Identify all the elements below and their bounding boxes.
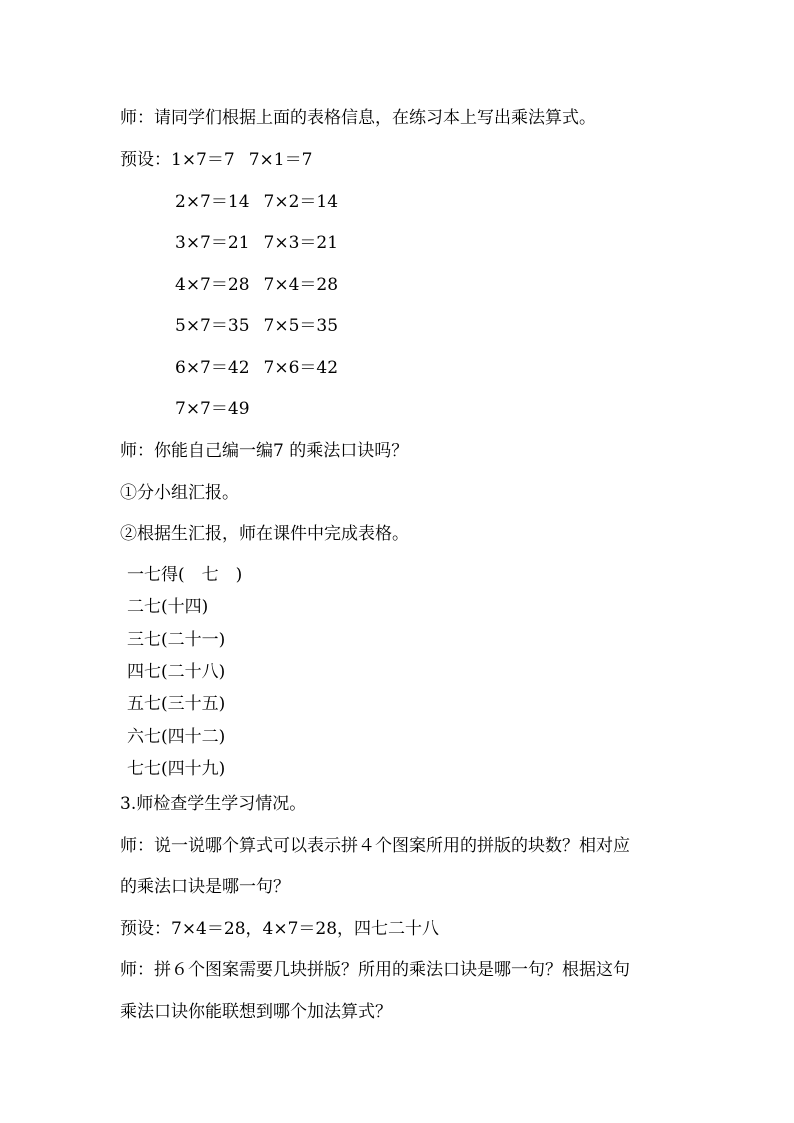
rhyme-line: 四七(二十八) <box>127 662 226 682</box>
paragraph-question: 师：你能自己编一编7 的乘法口诀吗？ <box>120 441 409 461</box>
equation: 7×2＝14 <box>263 192 339 212</box>
equation: 5×7＝35 <box>175 316 250 336</box>
equation: 7×7＝49 <box>175 399 250 419</box>
rhyme-line: 五七(三十五) <box>127 694 226 714</box>
paragraph-preset-2: 预设：7×4＝28，4×7＝28，四七二十八 <box>120 919 440 939</box>
equation-row-3 <box>175 231 338 255</box>
paragraph-check: 3.师检查学生学习情况。 <box>120 794 307 814</box>
equation: 6×7＝42 <box>175 358 250 378</box>
equation: 7×5＝35 <box>263 316 339 336</box>
rhyme-line: 三七(二十一) <box>127 630 226 650</box>
paragraph-instruction: 师：请同学们根据上面的表格信息，在练习本上写出乘法算式。 <box>120 108 596 128</box>
equation-row-4 <box>175 273 338 297</box>
equation: 3×7＝21 <box>175 233 250 253</box>
paragraph-question-2b: 的乘法口诀是哪一句？ <box>120 877 290 897</box>
equation: 4×7＝28 <box>175 275 250 295</box>
paragraph-step-2: ②根据生汇报，师在课件中完成表格。 <box>120 524 409 544</box>
rhyme-line: 六七(四十二) <box>127 727 226 747</box>
paragraph-question-2a: 师：说一说哪个算式可以表示拼４个图案所用的拼版的块数？相对应 <box>120 836 630 856</box>
rhyme-line: 七七(四十九) <box>127 759 226 779</box>
equation: 7×4＝28 <box>263 275 339 295</box>
equation-row-5 <box>175 314 338 338</box>
equation-row-2 <box>175 190 338 214</box>
equation: 1×7＝7 <box>171 150 235 170</box>
paragraph-question-3b: 乘法口诀你能联想到哪个加法算式？ <box>120 1002 392 1022</box>
equation: 2×7＝14 <box>175 192 250 212</box>
equation-row-7 <box>175 397 250 421</box>
rhyme-line: 二七(十四) <box>127 597 209 617</box>
paragraph-question-3a: 师：拼６个图案需要几块拼版？所用的乘法口诀是哪一句？根据这句 <box>120 960 630 980</box>
equation: 7×6＝42 <box>263 358 339 378</box>
rhyme-line: 一七得( 七 ) <box>127 565 243 585</box>
equation-row-1 <box>120 148 312 172</box>
equation: 7×3＝21 <box>263 233 339 253</box>
equation-row-6 <box>175 356 338 380</box>
preset-label: 预设： <box>120 150 171 170</box>
paragraph-step-1: ①分小组汇报。 <box>120 483 239 503</box>
equation: 7×1＝7 <box>248 150 313 170</box>
